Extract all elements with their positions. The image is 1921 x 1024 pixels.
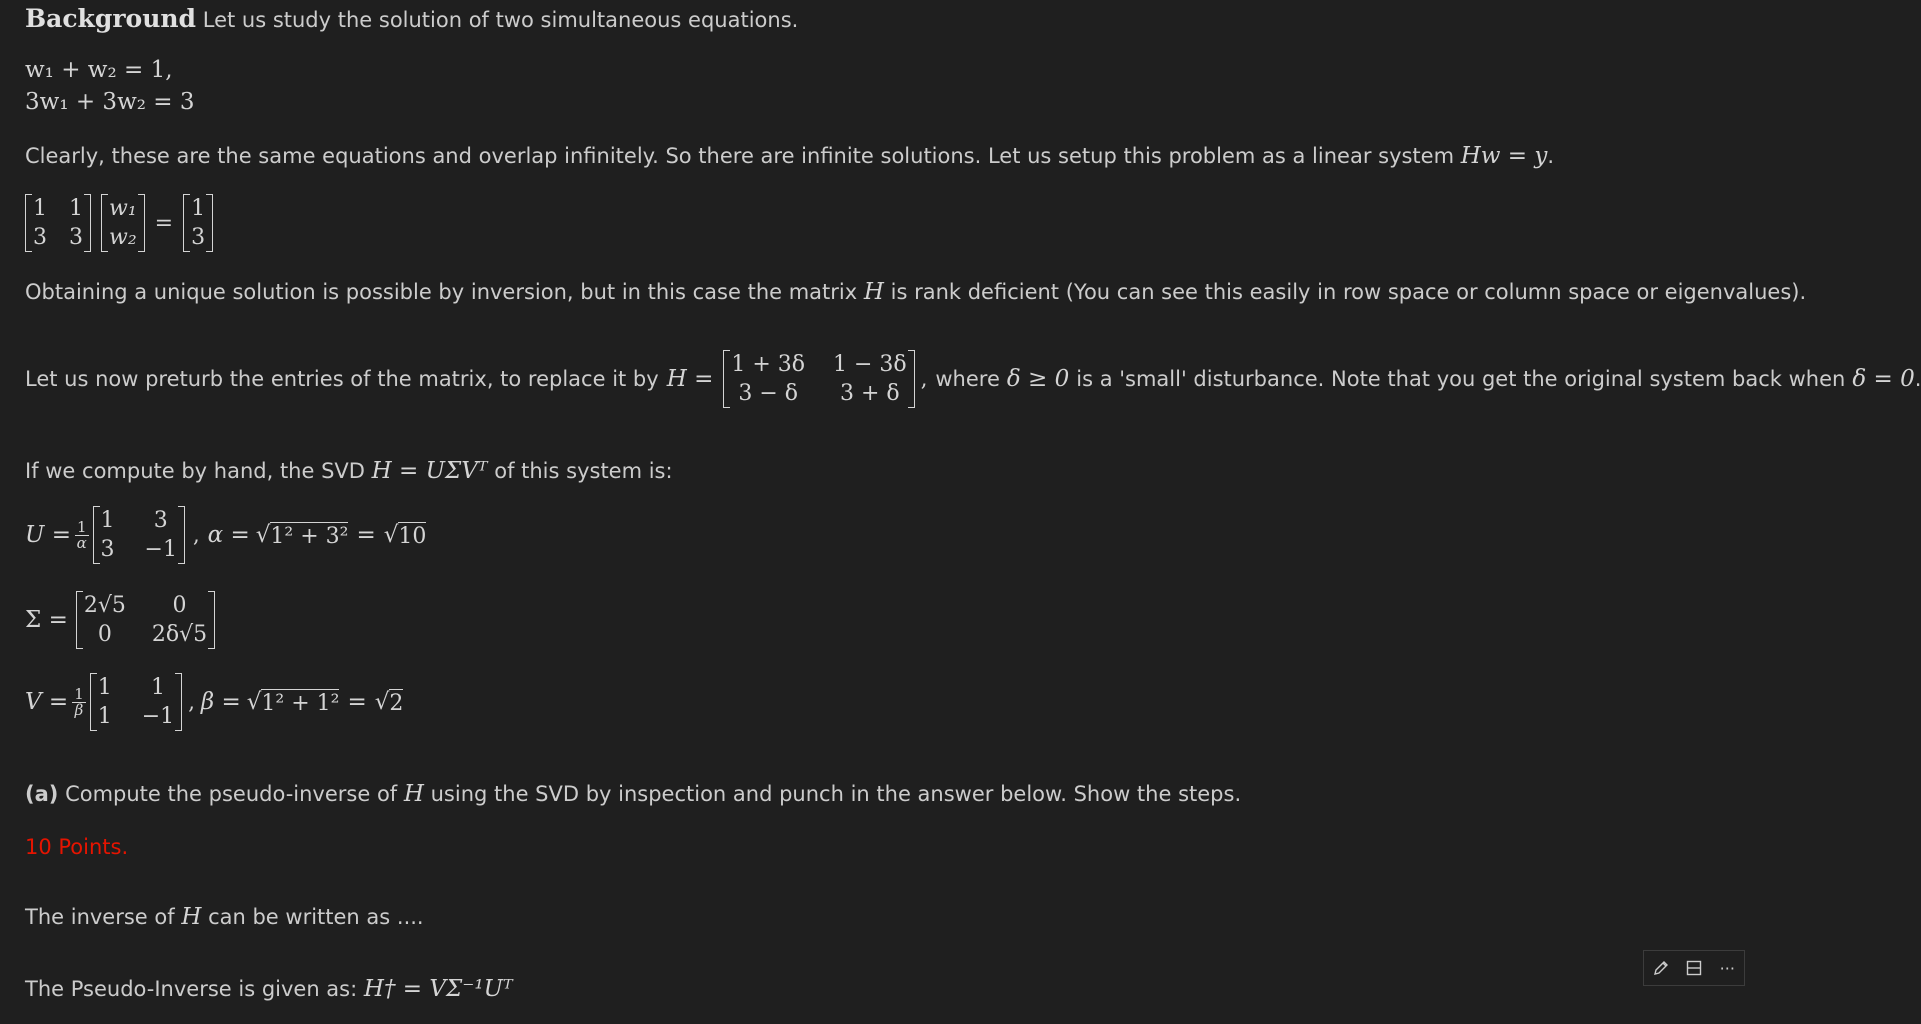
equation-2: 3w₁ + 3w₂ = 3 [25,89,195,115]
para-pseudo-inverse [25,976,513,1002]
U-fraction [75,517,89,552]
points-label: 10 Points. [25,835,129,859]
equation-1: w₁ + w₂ = 1, [25,57,173,83]
matrix-cell: 1 − 3δ [833,352,907,377]
matrix-cell: −1 [141,704,175,729]
para-obtaining [25,279,1806,305]
vector-w [101,196,145,250]
beta-lhs: β = [200,689,241,715]
perturbed-matrix [723,352,914,406]
matrix-cell: 3 + δ [840,381,900,406]
split-cell-button[interactable] [1681,955,1707,981]
V-definition [25,675,403,729]
svd-intro-a: If we compute by hand, the SVD [25,459,365,483]
U-comma: , [192,523,200,547]
vector-cell: 1 [191,196,206,221]
fraction-denominator: β [74,700,84,719]
matrix-symbol: H [181,904,202,930]
para-clearly [25,143,1554,169]
equals-sign: = [154,210,174,236]
Sigma-definition [25,593,215,647]
part-a-question [25,781,1241,807]
perturb-text-a: Let us now preturb the entries of the matrix, to replace it by [25,367,659,391]
pseudo-text-a: The Pseudo-Inverse is given as: [25,977,358,1001]
linear-system-display [25,196,213,250]
fraction-numerator: 1 [74,684,84,703]
beta-value: 2 [389,690,404,716]
U-lhs: U = [25,522,71,548]
para-perturb [25,352,1921,406]
background-intro: Let us study the solution of two simultaneous equations. [202,8,799,32]
matrix-cell: 1 + 3δ [731,352,806,377]
matrix-cell: 1 [97,675,112,700]
matrix-symbol: H [863,279,884,305]
perturb-comma: , [920,367,928,391]
V-comma: , [188,690,195,714]
para-obtaining-b: is rank deficient (You can see this easily in row space or column space or eigenvalues). [890,280,1807,304]
perturb-condition: δ ≥ 0 [1006,366,1070,392]
para-obtaining-a: Obtaining a unique solution is possible by inversion, but in this case the matrix [25,280,858,304]
matrix-cell: −1 [144,537,177,562]
background-heading: Background [25,4,197,33]
background-line [25,4,798,33]
linear-system-math: Hw = y [1460,143,1548,169]
svd-intro-b: of this system is: [494,459,673,483]
pseudo-inverse-formula: H† = VΣ⁻¹Uᵀ [363,976,513,1002]
Sigma-matrix [76,593,215,647]
edit-button[interactable] [1648,955,1674,981]
perturb-text-c: is a 'small' disturbance. Note that you get the original system back when [1076,367,1846,391]
beta-equals: = [347,689,367,715]
matrix-cell: 1 [100,508,115,533]
matrix-cell: 3 [153,508,168,533]
para-clearly-text: Clearly, these are the same equations and overlap infinitely. So there are infinite solutions. Let us setup this problem as a linear system [25,144,1455,168]
matrix-cell: 1 [69,196,83,221]
para-svd-intro [25,458,673,484]
matrix-H [25,196,91,250]
para-inverse [25,904,424,930]
perturb-period: . [1914,367,1921,391]
perturb-H-eq: H = [666,366,714,392]
matrix-cell: 0 [172,593,187,618]
V-lhs: V = [25,689,69,715]
sqrt-icon: √ [374,689,390,715]
matrix-cell: 3 [33,225,47,250]
cell-toolbar [1643,950,1745,986]
alpha-lhs: α = [207,522,250,548]
sqrt-icon: √ [255,522,271,548]
matrix-cell: 2δ√5 [151,622,208,647]
vector-y [183,196,213,250]
sqrt-icon: √ [383,522,399,548]
fraction-numerator: 1 [76,517,87,536]
matrix-cell: 1 [150,675,165,700]
alpha-expression: 1² + 3² [270,523,349,549]
perturb-text-b: where [935,367,1000,391]
more-actions-button[interactable]: ··· [1719,958,1735,978]
alpha-value: 10 [398,523,427,549]
sqrt-icon: √ [246,689,262,715]
matrix-cell: 3 [100,537,115,562]
matrix-cell: 2√5 [83,593,126,618]
pencil-icon [1652,959,1670,977]
matrix-symbol: H [403,781,424,807]
Sigma-lhs: Σ = [25,607,68,633]
part-a-text-b: using the SVD by inspection and punch in the answer below. Show the steps. [430,782,1242,806]
matrix-cell: 3 − δ [738,381,799,406]
perturb-condition-2: δ = 0 [1852,366,1915,392]
part-a-label: (a) [25,782,59,806]
vector-cell: w₁ [109,196,137,221]
V-fraction [72,684,86,719]
matrix-cell: 3 [69,225,83,250]
U-matrix [93,508,185,562]
inverse-text-a: The inverse of [25,905,175,929]
matrix-cell: 1 [33,196,47,221]
matrix-cell: 1 [97,704,112,729]
split-icon [1685,959,1703,977]
V-matrix [90,675,182,729]
vector-cell: w₂ [109,225,137,250]
inverse-text-b: can be written as .... [208,905,424,929]
svd-formula: H = UΣVᵀ [371,458,488,484]
matrix-cell: 0 [97,622,112,647]
fraction-denominator: α [76,533,87,552]
para-clearly-end: . [1547,144,1555,168]
vector-cell: 3 [191,225,206,250]
part-a-text-a: Compute the pseudo-inverse of [65,782,398,806]
U-definition [25,508,426,562]
beta-expression: 1² + 1² [261,690,340,716]
alpha-equals: = [356,522,376,548]
